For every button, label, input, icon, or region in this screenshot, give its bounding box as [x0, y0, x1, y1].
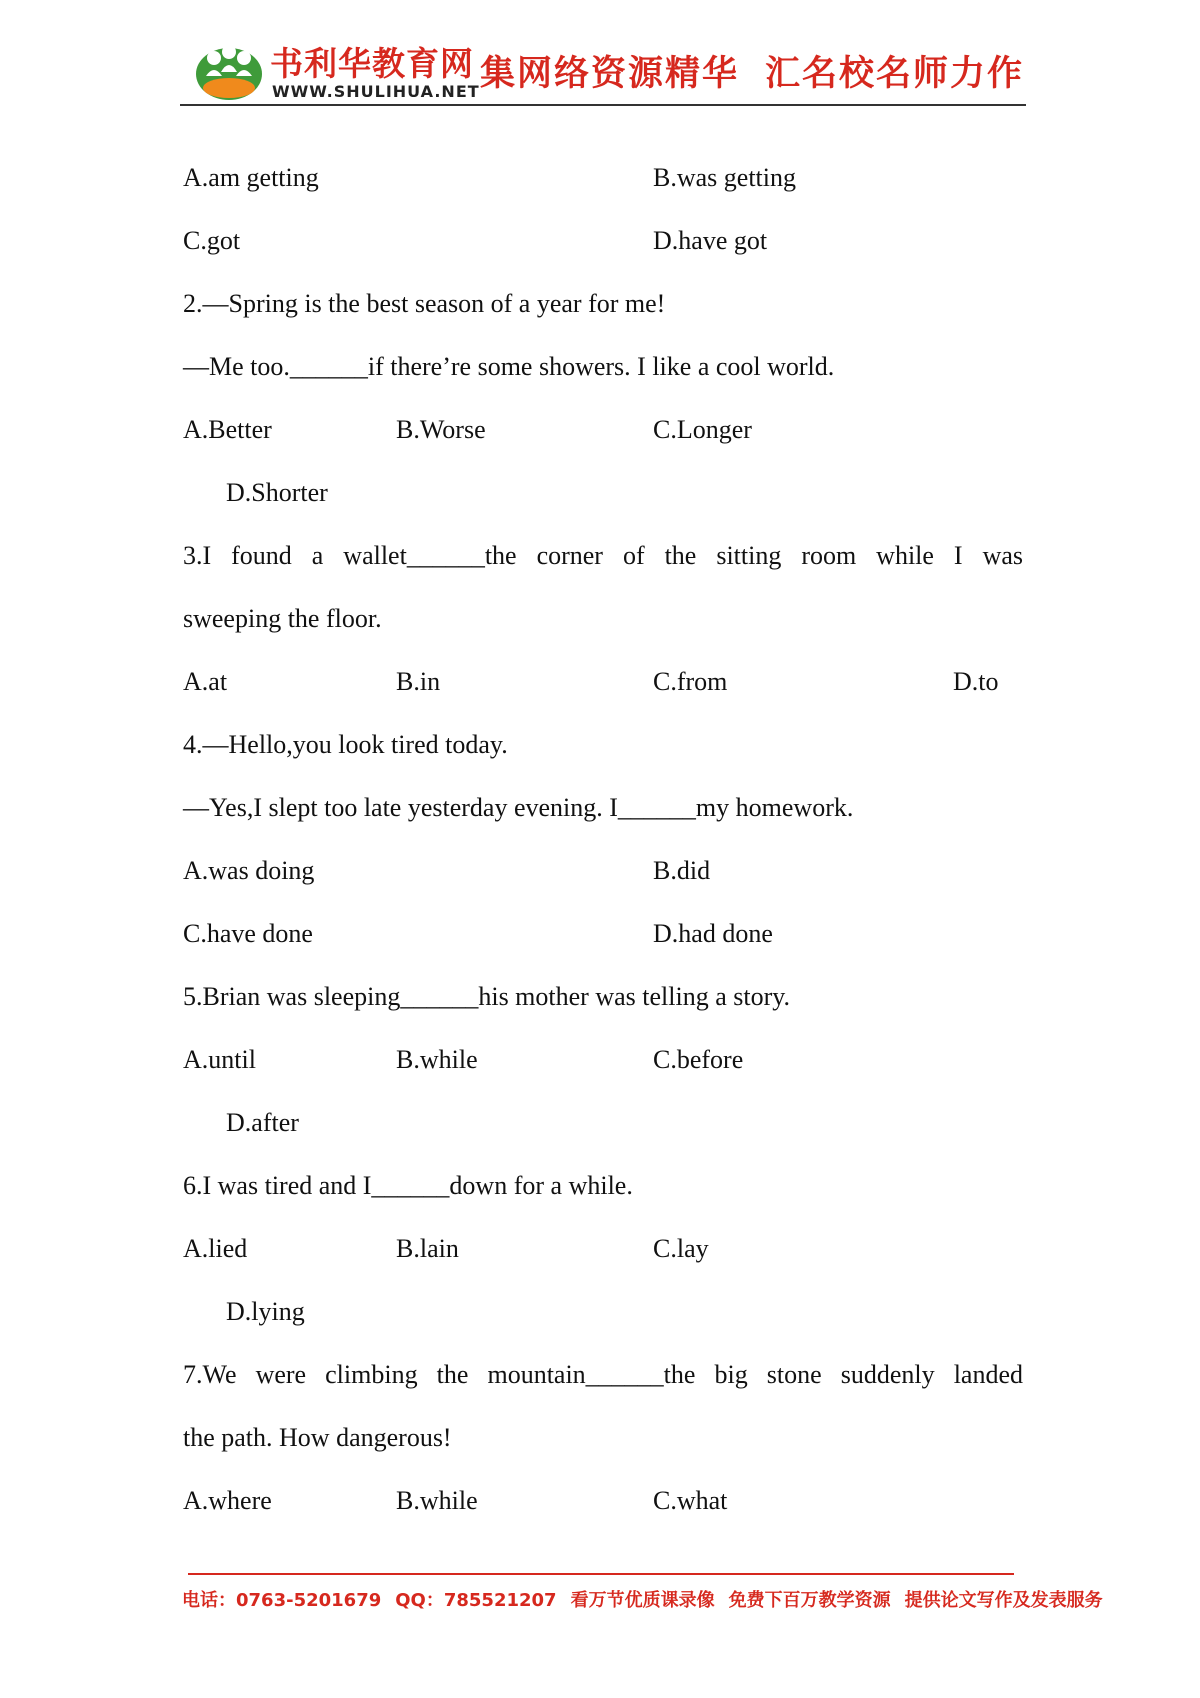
q2-reply: —Me too.______if there’re some showers. I like a cool world.: [183, 352, 835, 381]
q2-option-c: C.Longer: [653, 415, 752, 444]
brand-name: 书利华教育网: [270, 44, 474, 83]
q4-option-a: A.was doing: [183, 856, 315, 885]
footer-service-resources: 免费下百万教学资源: [728, 1590, 891, 1611]
q7-stem-line-1: 7.We were climbing the mountain______the big stone suddenly landed: [183, 1360, 1023, 1389]
q7-stem-line-2: the path. How dangerous!: [183, 1423, 452, 1452]
footer-service-papers: 提供论文写作及发表服务: [904, 1590, 1103, 1611]
q1-option-c: C.got: [183, 226, 241, 255]
page-header: [180, 28, 1030, 108]
q1-option-a: A.am getting: [183, 163, 319, 192]
q4-option-c: C.have done: [183, 919, 313, 948]
header-slogan: [480, 46, 1050, 96]
q4-stem: 4.—Hello,you look tired today.: [183, 730, 508, 759]
q6-option-c: C.lay: [653, 1234, 709, 1263]
q3-option-b: B.in: [396, 667, 441, 696]
slogan-part-2: 汇名校名师力作: [765, 54, 1025, 94]
q6-option-a: A.lied: [183, 1234, 248, 1263]
q2-option-d: D.Shorter: [226, 478, 328, 507]
q6-stem: 6.I was tired and I______down for a while.: [183, 1171, 633, 1200]
q5-option-b: B.while: [396, 1045, 478, 1074]
footer-service-videos: 看万节优质课录像: [570, 1590, 715, 1611]
q7-option-b: B.while: [396, 1486, 478, 1515]
q2-option-b: B.Worse: [396, 415, 486, 444]
q3-option-a: A.at: [183, 667, 228, 696]
q7-option-a: A.where: [183, 1486, 272, 1515]
page-footer: [182, 1586, 1117, 1612]
q3-stem-line-2: sweeping the floor.: [183, 604, 382, 633]
q5-option-c: C.before: [653, 1045, 744, 1074]
brand-url: WWW.SHULIHUA.NET: [272, 82, 480, 101]
footer-divider: [188, 1573, 1014, 1575]
slogan-part-1: 集网络资源精华: [480, 54, 740, 94]
q4-option-d: D.had done: [653, 919, 773, 948]
q3-option-c: C.from: [653, 667, 728, 696]
q5-option-d: D.after: [226, 1108, 299, 1137]
q4-option-b: B.did: [653, 856, 711, 885]
q7-option-c: C.what: [653, 1486, 728, 1515]
q2-option-a: A.Better: [183, 415, 272, 444]
q5-stem: 5.Brian was sleeping______his mother was telling a story.: [183, 982, 791, 1011]
q6-option-d: D.lying: [226, 1297, 305, 1326]
shulihua-logo-icon: [194, 36, 264, 102]
q3-stem-line-1: 3.I found a wallet______the corner of the sitting room while I was: [183, 541, 1023, 570]
q4-reply: —Yes,I slept too late yesterday evening. I______my homework.: [183, 793, 854, 822]
q3-option-d: D.to: [953, 667, 999, 696]
footer-phone: 电话：0763-5201679: [182, 1590, 382, 1611]
footer-qq: QQ：785521207: [395, 1590, 557, 1611]
q2-stem: 2.—Spring is the best season of a year for me!: [183, 289, 666, 318]
q1-option-d: D.have got: [653, 226, 768, 255]
q5-option-a: A.until: [183, 1045, 256, 1074]
q6-option-b: B.lain: [396, 1234, 459, 1263]
q1-option-b: B.was getting: [653, 163, 796, 192]
header-divider: [180, 104, 1026, 106]
